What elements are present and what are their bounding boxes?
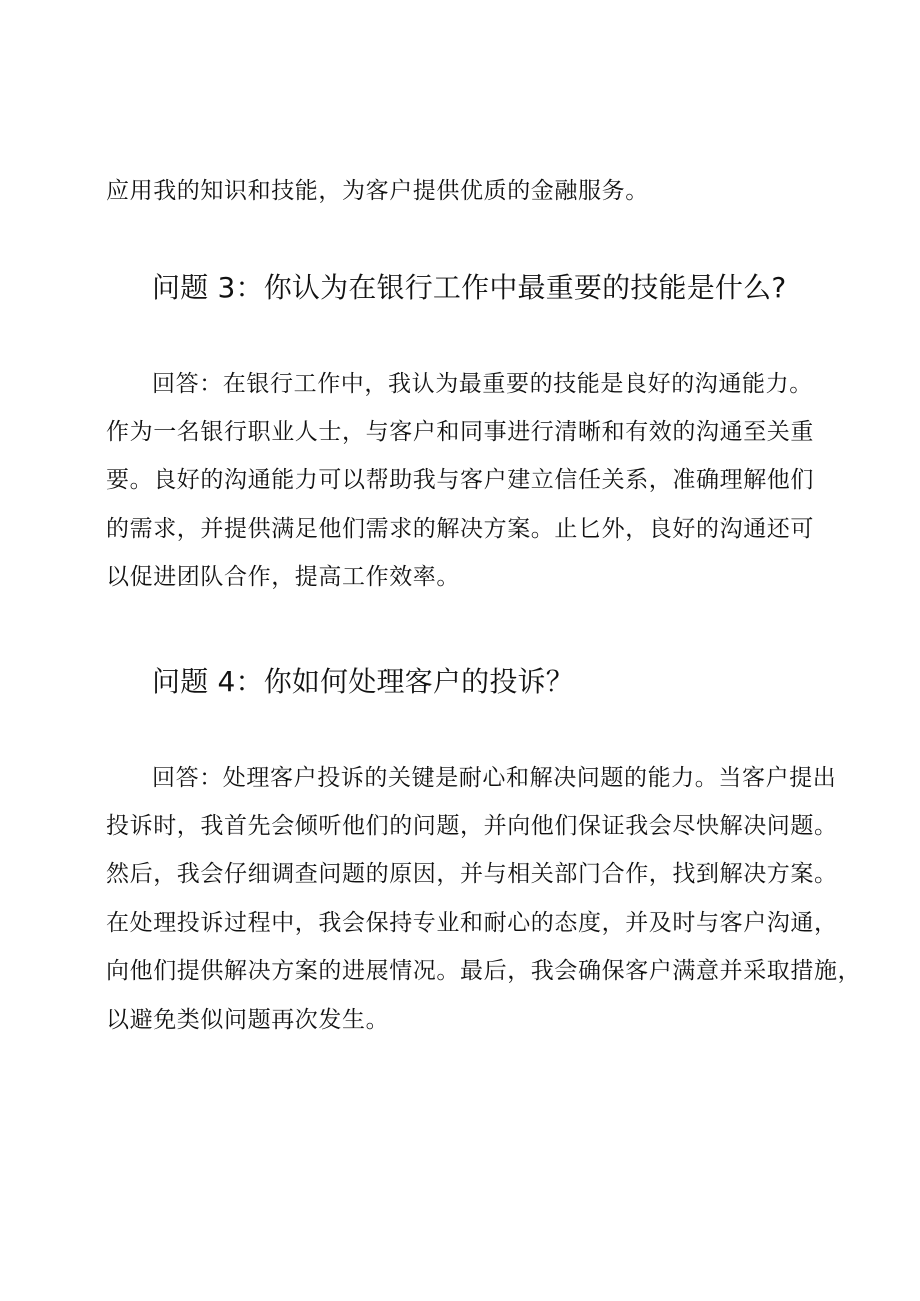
question-4-heading: 问题 4：你如何处理客户的投诉？ bbox=[152, 665, 574, 698]
answer-4-line-1: 回答：处理客户投诉的关键是耐心和解决问题的能力。当客户提出 bbox=[152, 765, 837, 791]
answer-3-line-1: 回答：在银行工作中，我认为最重要的技能是良好的沟通能力。 bbox=[152, 371, 813, 397]
answer-4-line-2: 投诉时，我首先会倾听他们的问题，并向他们保证我会尽快解决问题。 bbox=[106, 813, 838, 839]
answer-4-line-3: 然后，我会仔细调查问题的原因，并与相关部门合作，找到解决方案。 bbox=[106, 861, 838, 887]
answer-4-line-5: 向他们提供解决方案的进展情况。最后，我会确保客户满意并采取措施， bbox=[106, 958, 862, 984]
answer-3-line-4: 的需求，并提供满足他们需求的解决方案。止匕外，良好的沟通还可 bbox=[106, 516, 814, 542]
answer-3-line-2: 作为一名银行职业人士，与客户和同事进行清晰和有效的沟通至关重 bbox=[106, 419, 814, 445]
answer-4-line-4: 在处理投诉过程中，我会保持专业和耐心的态度，并及时与客户沟通， bbox=[106, 910, 838, 936]
intro-line: 应用我的知识和技能，为客户提供优质的金融服务。 bbox=[106, 178, 649, 204]
answer-4-line-6: 以避免类似问题再次发生。 bbox=[106, 1007, 390, 1033]
answer-3-line-5: 以促进团队合作，提高工作效率。 bbox=[106, 564, 460, 590]
question-3-heading: 问题 3：你认为在银行工作中最重要的技能是什么? bbox=[152, 271, 787, 304]
answer-3-line-3: 要。良好的沟通能力可以帮助我与客户建立信任关系，准确理解他们 bbox=[106, 467, 814, 493]
